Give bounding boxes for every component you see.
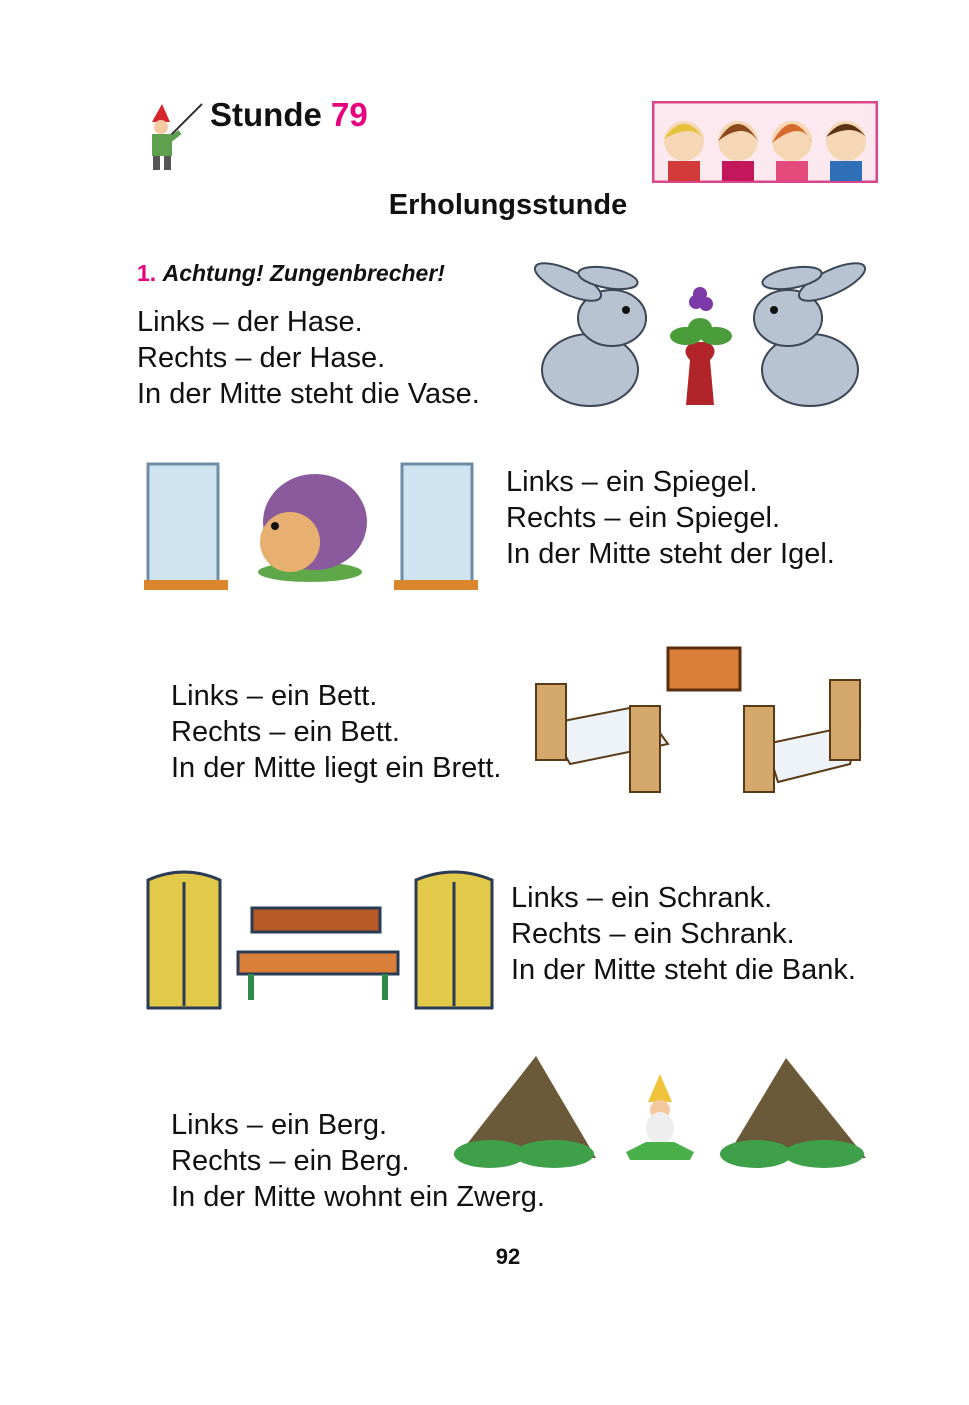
- verse-schrank: [511, 880, 856, 988]
- verse-line: Links – ein Bett.: [171, 680, 378, 712]
- lesson-subtitle: Erholungsstunde: [388, 189, 628, 221]
- verse-line: Links – ein Spiegel.: [506, 466, 758, 498]
- verse-hase: [137, 304, 480, 412]
- verse-zwerg: [171, 1107, 545, 1215]
- beds-board-illustration: [530, 644, 875, 796]
- verse-igel: [506, 464, 835, 572]
- rabbits-vase-illustration: [520, 260, 880, 410]
- title-number: 79: [331, 96, 368, 133]
- verse-bett: [171, 678, 501, 786]
- verse-line: In der Mitte liegt ein Brett.: [171, 752, 502, 784]
- verse-line: In der Mitte steht der Igel.: [506, 538, 835, 570]
- verse-line: Links – ein Schrank.: [511, 882, 773, 914]
- exercise-title: Achtung! Zungenbrecher!: [162, 260, 445, 286]
- verse-line: Rechts – ein Berg.: [171, 1145, 410, 1177]
- exercise-heading: [137, 260, 445, 287]
- page-number: 92: [495, 1244, 521, 1269]
- hedgehog-mirrors-illustration: [140, 460, 480, 598]
- verse-line: Rechts – der Hase.: [137, 342, 386, 374]
- verse-line: Links – der Hase.: [137, 306, 363, 338]
- verse-line: Rechts – ein Spiegel.: [506, 502, 781, 534]
- verse-line: In der Mitte wohnt ein Zwerg.: [171, 1181, 545, 1213]
- verse-line: Rechts – ein Bett.: [171, 716, 400, 748]
- exercise-number: 1.: [137, 260, 157, 286]
- page-title: [210, 96, 368, 134]
- title-word: Stunde: [210, 96, 322, 133]
- children-faces-banner: [652, 101, 878, 183]
- gnome-teacher-icon: [140, 100, 206, 176]
- verse-line: In der Mitte steht die Vase.: [137, 378, 480, 410]
- wardrobes-bench-illustration: [140, 868, 500, 1016]
- verse-line: Rechts – ein Schrank.: [511, 918, 795, 950]
- verse-line: In der Mitte steht die Bank.: [511, 954, 856, 986]
- verse-line: Links – ein Berg.: [171, 1109, 388, 1141]
